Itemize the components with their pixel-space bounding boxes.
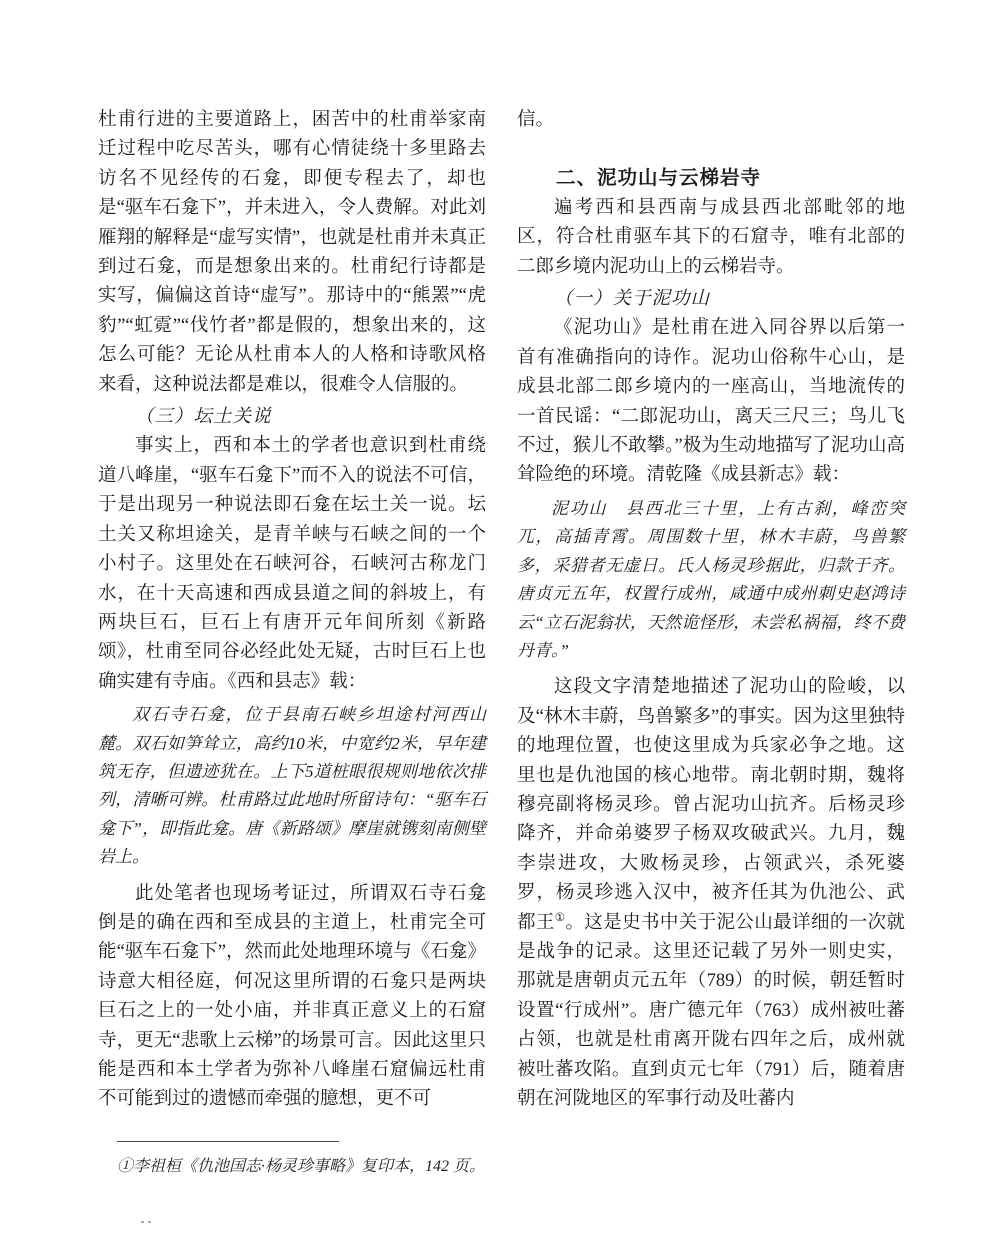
paragraph: 《泥功山》是杜甫在进入同谷界以后第一首有准确指向的诗作。泥功山俗称牛心山，是成县北部二郎乡境内的一座高山，当地流传的一首民谣：“二郎泥功山，离天三尺三；鸟儿飞不过，猴儿不敢攀。”极为生动地描写了泥功山高耸险绝的环境。清乾隆《成县新志》载：: [517, 318, 905, 486]
footnote-text: ①李祖桓《仇池国志·杨灵珍事略》复印本，142 页。: [117, 1158, 486, 1175]
footnote-reference-mark: ①: [554, 911, 566, 924]
footnote-separator-rule: [117, 1141, 339, 1142]
block-quote-xihe-county-annals: 双石寺石龛，位于县南石峡乡坦途村河西山麓。双石如笋耸立，高约10米，中宽约2米，早年建筑无存，但遗迹犹在。上下5道桩眼很规则地依次排列，清晰可辨。杜甫路过此地时所留诗句：“驱车石龛下”，即指此龛。唐《新路颂》摩崖就镌刻南侧壁岩上。: [98, 705, 486, 867]
left-column: [98, 106, 486, 1115]
paragraph-continuation: 信。: [517, 110, 555, 130]
subsection-heading-about-nigongshan: （一）关于泥功山: [554, 289, 711, 310]
paragraph-text: 。这是史书中关于泥公山最详细的一次就是战争的记录。这里还记载了另外一则史实，那就是唐朝贞元五年（789）的时候，朝廷暂时设置“行成州”。唐广德元年（763）成州被吐蕃占领，也就是杜甫离开陇右四年之后，成州就被吐蕃攻陷。直到贞元七年（791）后，随着唐朝在河陇地区的军事行动及吐蕃内: [517, 912, 905, 1109]
scan-artifact-dots: [141, 1221, 153, 1224]
footnote-area: [117, 1141, 537, 1178]
paragraph-continuation: 杜甫行进的主要道路上，困苦中的杜甫举家南迁过程中吃尽苦头，哪有心情徒绕十多里路去访名不见经传的石龛，即便专程去了，却也是“驱车石龛下”，并未进入，令人费解。对此刘雁翔的解释是“虚写实情”，也就是杜甫并未真正到过石龛，而是想象出来的。杜甫纪行诗都是实写，偏偏这首诗“虚写”。那诗中的“熊罴”“虎豹”“虹霓”“伐竹者”都是假的，想象出来的，这怎么可能？无论从杜甫本人的人格和诗歌风格来看，这种说法都是难以，很难令人信服的。: [98, 110, 486, 395]
block-quote-chengxian-new-annals: 泥功山 县西北三十里，上有古刹，峰峦突兀，高插青霄。周围数十里，林木丰蔚，鸟兽繁多，采猎者无虚日。氏人杨灵珍据此，归款于齐。唐贞元五年，权置行成州，咸通中成州刺史赵鸿诗云“立石泥翁状，天然诡怪形，未尝私祸福，终不费丹青。”: [517, 498, 905, 660]
paragraph: 事实上，西和本土的学者也意识到杜甫绕道八峰崖，“驱车石龛下”而不入的说法不可信，于是出现另一种说法即石龛在坛土关一说。坛土关又称坦途关，是青羊峡与石峡之间的一个小村子。这里处在石峡河谷，石峡河古称龙门水，在十天高速和西成县道之间的斜坡上，有两块巨石，巨石上有唐开元年间所刻《新路颂》，杜甫至同谷必经此处无疑，古时巨石上也确实建有寺庙。《西和县志》载：: [98, 436, 486, 692]
paragraph: [517, 673, 905, 1114]
paragraph: 遍考西和县西南与成县西北部毗邻的地区，符合杜甫驱车其下的石窟寺，唯有北部的二郎乡境内泥功山上的云梯岩寺。: [517, 197, 905, 277]
paragraph: 此处笔者也现场考证过，所谓双石寺石龛倒是的确在西和至成县的主道上，杜甫完全可能“驱车石龛下”，然而此处地理环境与《石龛》诗意大相径庭，何况这里所谓的石龛只是两块巨石之上的一处小庙，并非真正意义上的石窟寺，更无“悲歌上云梯”的场景可言。因此这里只能是西和本土学者为弥补八峰崖石窟偏远杜甫不可能到过的遗憾而牵强的臆想，更不可: [98, 883, 486, 1110]
paragraph-text: 这段文字清楚地描述了泥功山的险峻，以及“林木丰蔚，鸟兽繁多”的事实。因为这里独特的地理位置，也使这里成为兵家必争之地。这里也是仇池国的核心地带。南北朝时期，魏将穆亮副将杨灵珍。曾占泥功山抗齐。后杨灵珍降齐，并命弟婆罗子杨双攻破武兴。九月，魏李崇进攻，大败杨灵珍，占领武兴，杀死婆罗，杨灵珍逃入汉中，被齐任其为仇池公、武都王: [517, 677, 905, 933]
section-heading-nigongshan: 二、泥功山与云梯岩寺: [556, 167, 762, 190]
right-column: [517, 106, 905, 1114]
subsection-heading-tantuguan: （三）坛土关说: [135, 407, 272, 428]
